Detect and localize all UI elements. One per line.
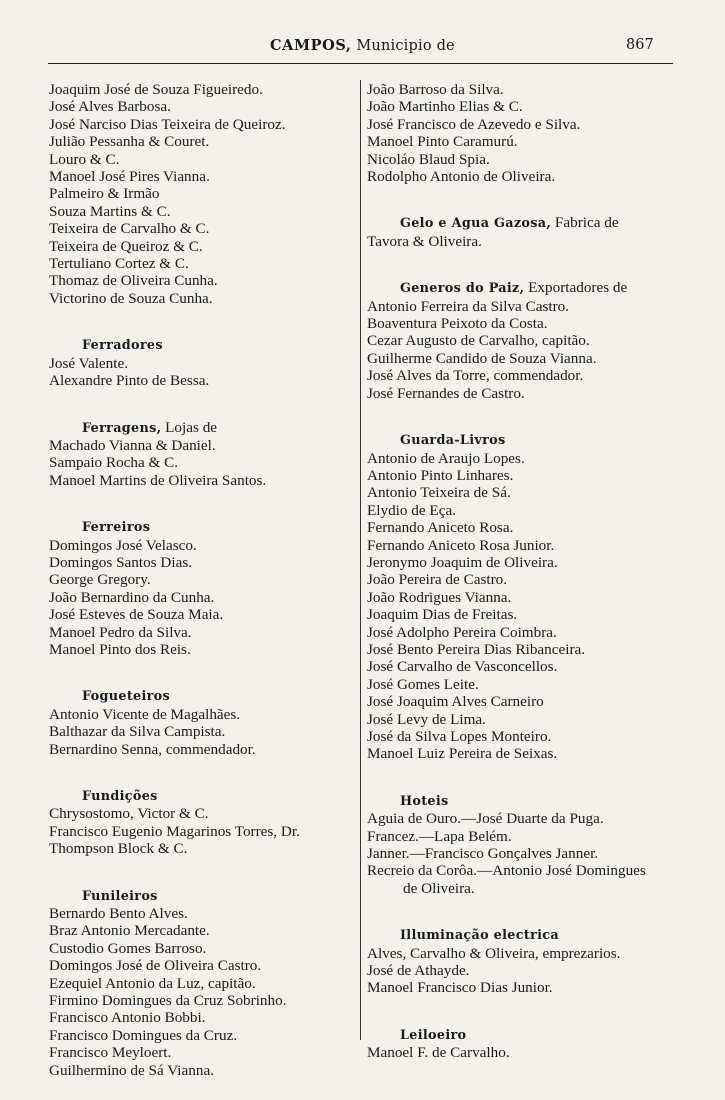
header-rule [48,63,673,64]
directory-entry: Boaventura Peixoto da Costa. [367,315,548,333]
directory-entry: José Bento Pereira Dias Ribanceira. [367,640,586,658]
directory-entry: Francisco Antonio Bobbi. [49,1009,206,1027]
directory-entry: Janner.—Francisco Gonçalves Janner. [367,845,599,863]
section-heading [367,431,692,449]
section-heading-subtitle: Exportadores de [524,279,628,297]
directory-entry: Machado Vianna & Daniel. [49,436,216,454]
section-heading [49,419,359,437]
right-column [367,81,692,1062]
section-heading-keyword: Gelo e Agua Gazosa, [400,216,552,232]
section-heading [367,792,692,810]
page-header [0,37,725,59]
directory-entry: Manoel José Pires Vianna. [49,168,210,186]
directory-entry: Guilhermino de Sá Vianna. [49,1061,214,1079]
section-heading [367,214,692,232]
directory-entry: Joaquim Dias de Freitas. [367,606,518,624]
directory-entry: Manoel Pinto Caramurú. [367,133,518,151]
directory-entry: George Gregory. [49,571,151,589]
directory-entry: Bernardo Bento Alves. [49,905,188,923]
directory-entry: Antonio Pinto Linhares. [367,466,514,484]
directory-entry: João Rodrigues Vianna. [367,588,512,606]
section-heading-keyword: Generos do Paiz, [400,281,525,297]
column-divider [360,80,361,1040]
directory-entry: José Adolpho Pereira Coimbra. [367,623,557,641]
directory-entry: Ezequiel Antonio da Luz, capitão. [49,974,256,992]
section-heading-subtitle: Lojas de [161,418,218,436]
section-heading-keyword: Hoteis [400,793,449,809]
directory-entry: Fernando Aniceto Rosa. [367,519,514,537]
directory-entry: José Francisco de Azevedo e Silva. [367,115,581,133]
section-heading-keyword: Leiloeiro [400,1027,467,1043]
directory-entry: João Barroso da Silva. [367,81,504,98]
directory-entry: Thomaz de Oliveira Cunha. [49,272,218,290]
left-column [49,81,359,1079]
directory-entry: Manoel Martins de Oliveira Santos. [49,471,267,489]
directory-entry: Manoel F. de Carvalho. [367,1044,510,1062]
section-heading [49,787,359,805]
directory-entry: Bernardino Senna, commendador. [49,740,256,758]
directory-entry: Tertuliano Cortez & C. [49,255,189,273]
section-heading-keyword: Ferreiros [82,520,151,536]
section-heading-subtitle: Fabrica de [551,214,619,232]
directory-entry: Aguia de Ouro.—José Duarte da Puga. [367,810,604,828]
directory-entry: Guilherme Candido de Souza Vianna. [367,349,597,367]
directory-entry: Domingos José de Oliveira Castro. [49,957,262,975]
directory-entry: Joaquim José de Souza Figueiredo. [49,81,263,98]
directory-entry: José Narciso Dias Teixeira de Queiroz. [49,115,286,133]
directory-entry: Custodio Gomes Barroso. [49,939,207,957]
directory-entry: João Bernardino da Cunha. [49,588,215,606]
directory-entry: Antonio de Araujo Lopes. [367,449,525,467]
directory-entry: Antonio Teixeira de Sá. [367,484,511,502]
directory-entry: Alexandre Pinto de Bessa. [49,372,210,390]
directory-entry: José Valente. [49,354,129,372]
section-heading-keyword: Guarda-Livros [400,433,506,449]
directory-entry: Manoel Luiz Pereira de Seixas. [367,745,558,763]
section-heading-keyword: Ferradores [82,338,163,354]
directory-entry: José Alves da Torre, commendador. [367,367,584,385]
section-heading-keyword: Fundições [82,789,158,804]
directory-entry: Francisco Eugenio Magarinos Torres, Dr. [49,822,300,840]
directory-entry: José Carvalho de Vasconcellos. [367,658,558,676]
directory-entry: Antonio Vicente de Magalhães. [49,705,241,723]
directory-entry: Elydio de Eça. [367,501,456,519]
page-number: 867 [626,37,654,53]
directory-entry: José Levy de Lima. [367,710,486,728]
directory-entry: Louro & C. [49,150,120,168]
directory-entry: Teixeira de Queiroz & C. [49,237,203,255]
directory-entry: José Gomes Leite. [367,675,479,693]
section-heading [367,926,692,944]
directory-entry: Braz Antonio Mercadante. [49,922,210,940]
directory-entry: Thompson Block & C. [49,840,188,858]
directory-entry: João Pereira de Castro. [367,571,508,589]
directory-entry: Nicoláo Blaud Spia. [367,150,490,168]
directory-entry: Antonio Ferreira da Silva Castro. [367,297,570,315]
directory-entry: Recreio da Corôa.—Antonio José Domingues [367,862,646,880]
directory-entry: Domingos José Velasco. [49,536,197,554]
directory-entry: Jeronymo Joaquim de Oliveira. [367,553,558,571]
directory-entry: José da Silva Lopes Monteiro. [367,728,552,745]
directory-entry: Francisco Meyloert. [49,1044,172,1062]
directory-entry: Manoel Pinto dos Reis. [49,640,191,658]
section-heading [367,1026,692,1044]
directory-entry: José de Athayde. [367,962,470,980]
page-title [270,37,455,54]
directory-entry: Chrysostomo, Victor & C. [49,805,209,823]
directory-entry: José Alves Barbosa. [49,98,171,116]
section-heading [49,687,359,705]
directory-entry: Manoel Pedro da Silva. [49,623,192,641]
directory-entry: Fernando Aniceto Rosa Junior. [367,536,555,554]
directory-entry: Alves, Carvalho & Oliveira, emprezarios. [367,944,621,962]
directory-entry: Cezar Augusto de Carvalho, capitão. [367,332,590,350]
directory-entry: de Oliveira. [403,879,475,897]
directory-entry: Francisco Domingues da Cruz. [49,1026,238,1044]
directory-entry: Rodolpho Antonio de Oliveira. [367,168,556,186]
directory-entry: José Fernandes de Castro. [367,384,525,402]
page-title-rest: Municipio de [351,38,455,54]
section-heading-keyword: Ferragens, [82,420,162,436]
directory-entry: Sampaio Rocha & C. [49,454,179,472]
directory-entry: Firmino Domingues da Cruz Sobrinho. [49,992,287,1010]
directory-entry: João Martinho Elias & C. [367,98,523,116]
directory-entry: Tavora & Oliveira. [367,232,482,250]
directory-entry: José Joaquim Alves Carneiro [367,693,544,711]
directory-entry: Francez.—Lapa Belém. [367,827,512,845]
section-heading-keyword: Funileiros [82,888,158,904]
directory-entry: Balthazar da Silva Campista. [49,723,226,741]
directory-entry: Domingos Santos Dias. [49,553,193,571]
section-heading [49,887,359,905]
section-heading-keyword: Fogueteiros [82,689,171,705]
section-heading-keyword: Illuminação electrica [400,928,559,944]
section-heading [367,279,692,297]
page-title-city: CAMPOS, [270,37,352,54]
directory-entry: Victorino de Souza Cunha. [49,289,213,307]
section-heading [49,336,359,354]
directory-entry: Teixeira de Carvalho & C. [49,220,210,238]
directory-entry: Palmeiro & Irmão [49,185,160,203]
section-heading [49,518,359,536]
directory-entry: José Esteves de Souza Maia. [49,606,224,624]
directory-entry: Souza Martins & C. [49,202,171,220]
directory-entry: Julião Pessanha & Couret. [49,133,210,151]
directory-entry: Manoel Francisco Dias Junior. [367,979,553,997]
